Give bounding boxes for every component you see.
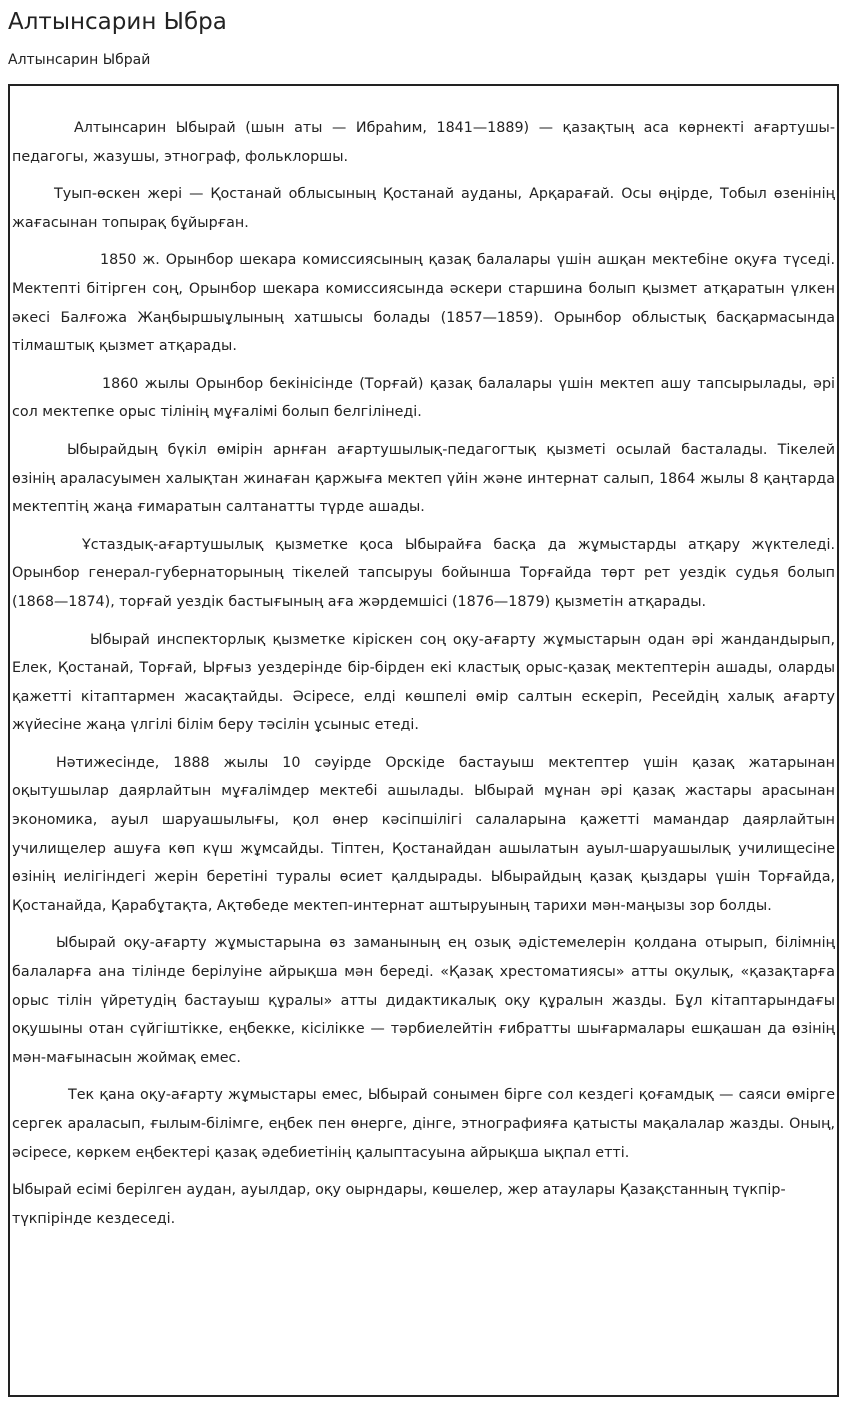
article-paragraph: Тек қана оқу-ағарту жұмыстары емес, Ыбырай сонымен бірге сол кездегі қоғамдық — саяси өмірге сергек араласып, ғылым-білімге, еңбек пен өнерге, дінге, этнографияға қатысты мақалалар жазды. Оның, әсіресе, көркем еңбектері қазақ әдебиетінің қалыптасуына айрықша ықпал етті. (12, 1087, 835, 1161)
article-paragraph: Ұстаздық-ағартушылық қызметке қоса Ыбырайға басқа да жұмыстарды атқару жүктеледі. Орынбор генерал-губернаторының тікелей тапсыруы бойынша Торғайда төрт рет уездік судья болып (1868—1874), торғай уездік бастығының аға жәрдемшісі (1876—1879) қызметін атқарады. (12, 536, 835, 610)
article-paragraph: Туып-өскен жері — Қостанай облысының Қостанай ауданы, Арқарағай. Осы өңірде, Тобыл өзенінің жағасынан топырақ бұйырған. (12, 186, 835, 231)
article-box (8, 84, 839, 1397)
article-paragraph: Ыбырайдың бүкіл өмірін арнған ағартушылық-педагогтық қызметі осылай басталады. Тікелей өзінің араласуымен халықтан жинаған қаржыға мектеп үйін және интернат салып, 1864 жылы 8 қаңтарда мектептің жаңа ғимаратын салтанатты түрде ашады. (12, 441, 835, 516)
article-paragraph: Ыбырай инспекторлық қызметке кіріскен соң оқу-ағарту жұмыстарын одан әрі жандандырып, Елек, Қостанай, Торғай, Ырғыз уездерінде бір-бірден екі кластық орыс-қазақ мектептерін ашады, оларды қажетті кітаптармен жасақтайды. Әсіресе, елді көшпелі өмір салтын ескеріп, Ресейдің халық ағарту жүйесіне жаңа үлгілі білім беру тәсілін ұсыныс етеді. (12, 631, 835, 734)
article-paragraph: 1860 жылы Орынбор бекінісінде (Торғай) қазақ балалары үшін мектеп ашу тапсырылады, әрі сол мектепке орыс тілінің мұғалімі болып белгілінеді. (12, 375, 835, 421)
article-paragraph: Нәтижесінде, 1888 жылы 10 сәуірде Орскіде бастауыш мектептер үшін қазақ жатарынан оқытушылар даярлайтын мұғалімдер мектебі ашылады. Ыбырай мұнан әрі қазақ жастары арасынан экономика, ауыл шаруашылығы, қол өнер кәсіпшілігі салаларына қажетті мамандар даярлайтын училищелер ашуға көп күш жұмсайды. Тіптен, Қостанайдан ашылатын ауыл-шаруашылық училищесіне өзінің иелігіндегі жерін беретіні туралы өсиет қалдырады. Ыбырайдың қазақ қыздары үшін Торғайда, Қостанайда, Қарабұтақта, Ақтөбеде мектеп-интернат аштыруының тарихи мән-маңызы зор болды. (12, 754, 835, 914)
article-body (10, 86, 837, 1233)
page-title: Алтынсарин Ыбра (8, 9, 227, 35)
article-paragraph: Алтынсарин Ыбырай (шын аты — Ибраһим, 1841—1889) — қазақтың аса көрнекті ағартушы-педагогы, жазушы, этнограф, фольклоршы. (12, 120, 835, 165)
article-paragraph: Ыбырай оқу-ағарту жұмыстарына өз заманының ең озық әдістемелерін қолдана отырып, білімнің балаларға ана тілінде берілуіне айрықша мән береді. «Қазақ хрестоматиясы» атты оқулық, «қазақтарға орыс тілін үйретудің бастауыш құралы» атты дидактикалық оқу құралын жазды. Бұл кітаптарындағы оқушыны отан сүйгіштікке, еңбекке, кісілікке — тәрбиелейтін ғибратты шығармалары ешқашан да өзінің мән-мағынасын жоймақ емес. (12, 935, 835, 1066)
article-paragraph: 1850 ж. Орынбор шекара комиссиясының қазақ балалары үшін ашқан мектебіне оқуға түседі. Мектепті бітірген соң, Орынбор шекара комиссиясында әскери старшина болып қызмет атқаратын үлкен әкесі Балғожа Жаңбыршыұлының хатшысы болады (1857—1859). Орынбор облыстық басқармасында тілмаштық қызмет атқарады. (12, 252, 835, 355)
page-subtitle: Алтынсарин Ыбрай (8, 52, 151, 68)
article-paragraph: Ыбырай есімі берілген аудан, ауылдар, оқу оырндары, көшелер, жер атаулары Қазақстанның түкпір-түкпірінде кездеседі. (12, 1182, 786, 1227)
